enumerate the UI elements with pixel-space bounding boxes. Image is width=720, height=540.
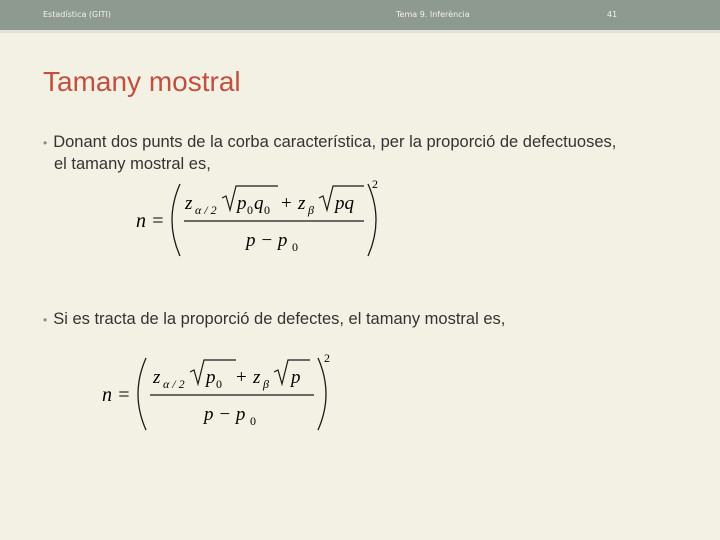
formula-1-rad1b: q	[254, 193, 264, 214]
formula-2-rad1-sub: 0	[216, 377, 222, 391]
formula-2-z2: z	[253, 367, 261, 388]
formula-1-left-paren	[172, 184, 180, 256]
header-divider	[0, 30, 720, 33]
formula-2-lhs: n =	[102, 384, 131, 406]
bullet-1-line-2: el tamany mostral es,	[54, 155, 211, 173]
course-label: Estadística (GITI)	[43, 10, 111, 19]
formula-1-rad1-sub: 0	[247, 203, 253, 217]
topic-label: Tema 9. Inferència	[396, 10, 470, 19]
formula-1-z1-sub: α / 2	[195, 203, 217, 217]
formula-2-z1-sub: α / 2	[163, 377, 185, 391]
formula-2-right-paren	[318, 358, 326, 430]
sample-size-formula-defectives	[130, 176, 390, 262]
formula-2-z1: z	[153, 367, 161, 388]
formula-1-denominator: p − p	[246, 230, 288, 251]
formula-2-rad1: p	[206, 367, 216, 388]
formula-2-plus: +	[236, 367, 247, 388]
formula-1-rad1b-sub: 0	[264, 203, 270, 217]
bullet-item-2	[43, 309, 693, 331]
bullet-marker: •	[43, 136, 48, 150]
formula-1-z1: z	[185, 193, 193, 214]
formula-2-rad2: p	[291, 367, 301, 388]
formula-1-z2-sub: β	[308, 203, 314, 217]
sample-size-formula-defects	[96, 350, 346, 436]
formula-1-plus: +	[281, 193, 292, 214]
formula-2-left-paren	[138, 358, 146, 430]
formula-2-denominator: p − p	[204, 404, 246, 425]
formula-1-z2: z	[298, 193, 306, 214]
formula-1-exponent: 2	[372, 177, 378, 191]
page-number: 41	[607, 10, 618, 19]
formula-2-exponent: 2	[324, 351, 330, 365]
formula-1-rad2: pq	[335, 193, 354, 214]
bullet-1-line-1: Donant dos punts de la corba característica, per la proporció de defectuoses,	[53, 133, 617, 151]
bullet-item-1	[43, 132, 693, 175]
formula-2-den-sub: 0	[250, 414, 256, 428]
formula-1-rad1: p	[237, 193, 247, 214]
slide-title: Tamany mostral	[43, 66, 241, 97]
bullet-2-line-1: Si es tracta de la proporció de defectes, el tamany mostral es,	[53, 310, 506, 328]
formula-1-den-sub: 0	[292, 240, 298, 254]
formula-1-right-paren	[368, 184, 376, 256]
formula-1-lhs: n =	[136, 210, 165, 232]
bullet-marker: •	[43, 313, 48, 327]
formula-2-z2-sub: β	[263, 377, 269, 391]
